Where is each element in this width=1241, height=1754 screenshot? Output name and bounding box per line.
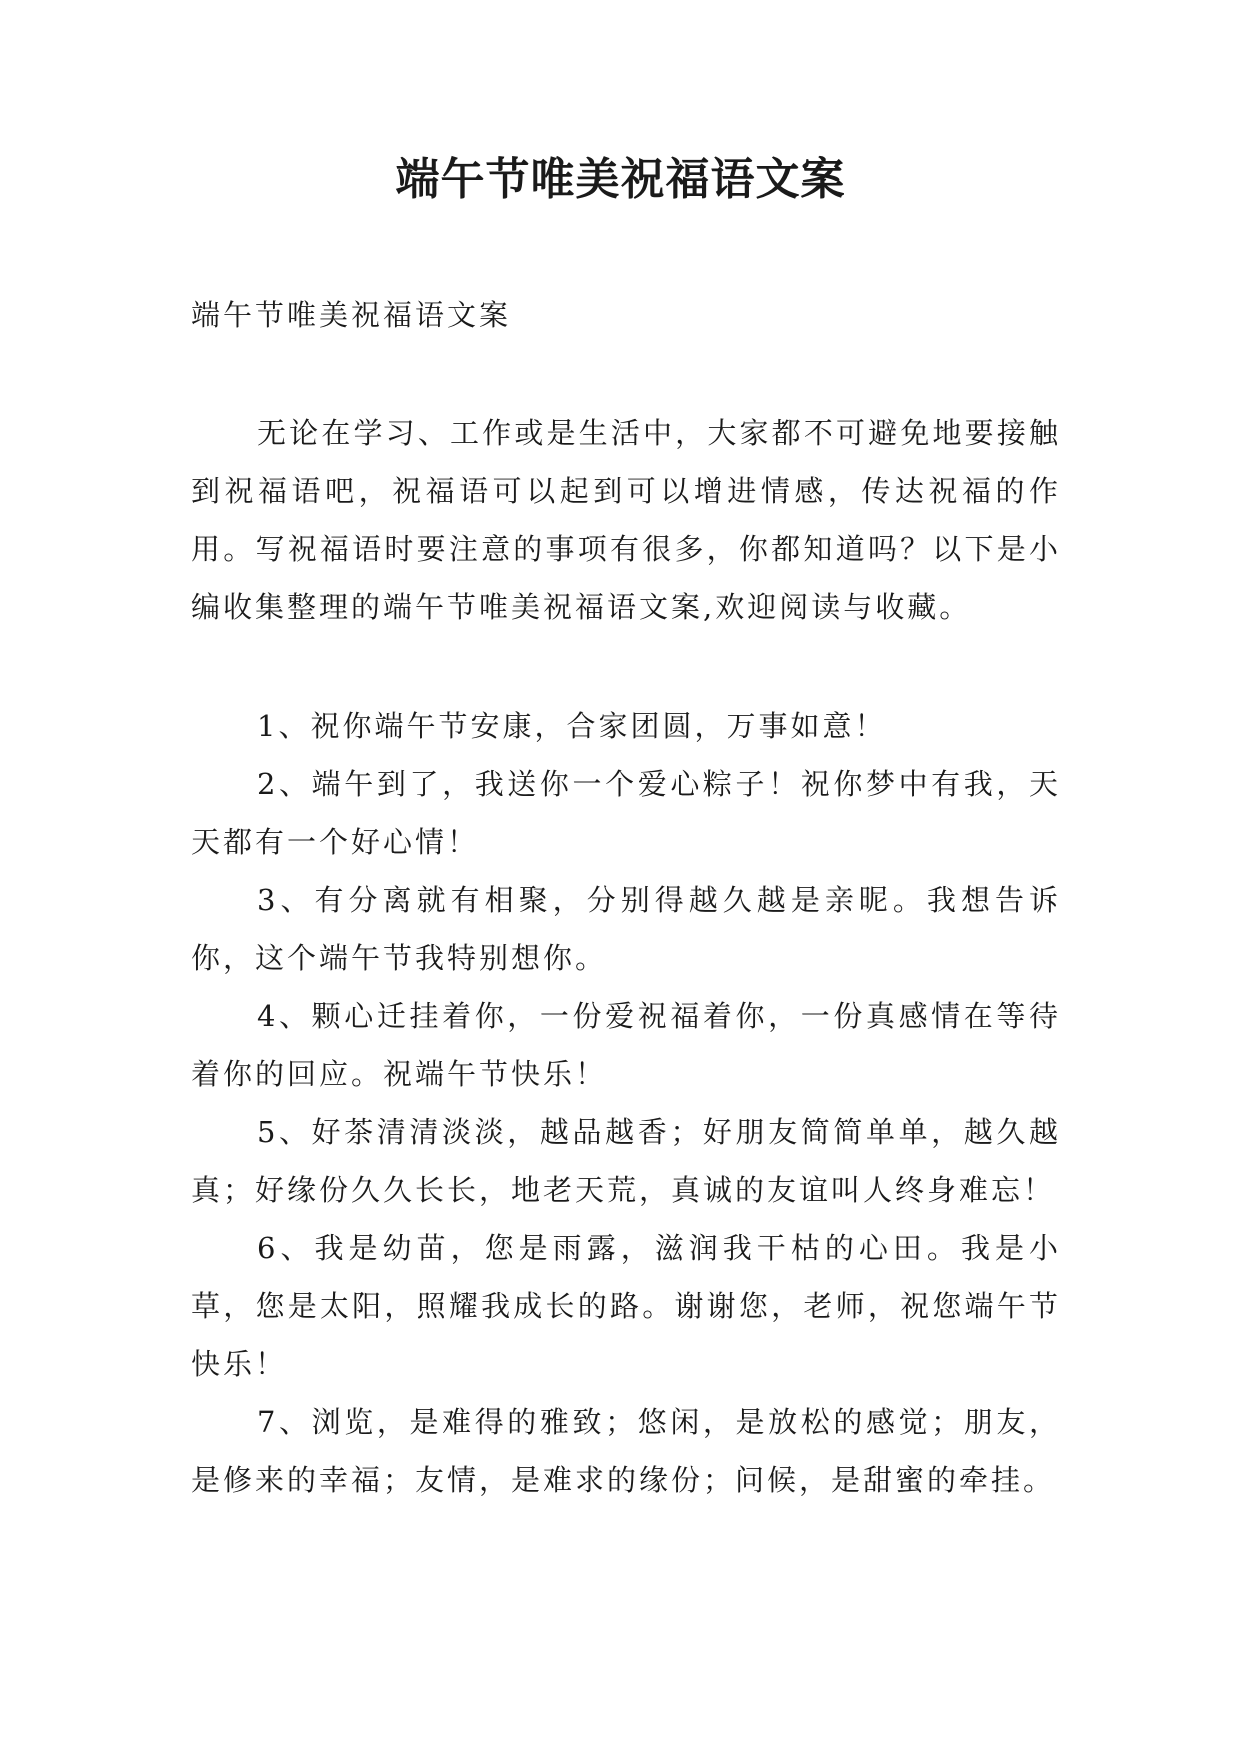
intro-paragraph: 无论在学习、工作或是生活中，大家都不可避免地要接触到祝福语吧，祝福语可以起到可以增进情感，传达祝福的作用。写祝福语时要注意的事项有很多，你都知道吗？以下是小编收集整理的端午节唯美祝福语文案,欢迎阅读与收藏。 xyxy=(191,416,1061,624)
wish-item-3: 3、有分离就有相聚，分别得越久越是亲昵。我想告诉你，这个端午节我特别想你。 xyxy=(191,883,1061,975)
wish-item-7: 7、浏览，是难得的雅致；悠闲，是放松的感觉；朋友，是修来的幸福；友情，是难求的缘份；问候，是甜蜜的牵挂。 xyxy=(191,1405,1061,1497)
page-title: 端午节唯美祝福语文案 xyxy=(395,154,846,205)
wish-item-2: 2、端午到了，我送你一个爱心粽子！祝你梦中有我，天天都有一个好心情！ xyxy=(191,767,1061,859)
wishes-list xyxy=(191,697,1061,1509)
wish-item-4: 4、颗心迁挂着你，一份爱祝福着你，一份真感情在等待着你的回应。祝端午节快乐！ xyxy=(191,999,1061,1091)
wish-item-6: 6、我是幼苗，您是雨露，滋润我干枯的心田。我是小草，您是太阳，照耀我成长的路。谢谢您，老师，祝您端午节快乐！ xyxy=(191,1231,1061,1381)
wish-item-1: 1、祝你端午节安康，合家团圆，万事如意！ xyxy=(257,709,887,743)
document-subtitle: 端午节唯美祝福语文案 xyxy=(191,298,512,332)
wish-item-5: 5、好茶清清淡淡，越品越香；好朋友简简单单，越久越真；好缘份久久长长，地老天荒，真诚的友谊叫人终身难忘！ xyxy=(191,1115,1061,1207)
